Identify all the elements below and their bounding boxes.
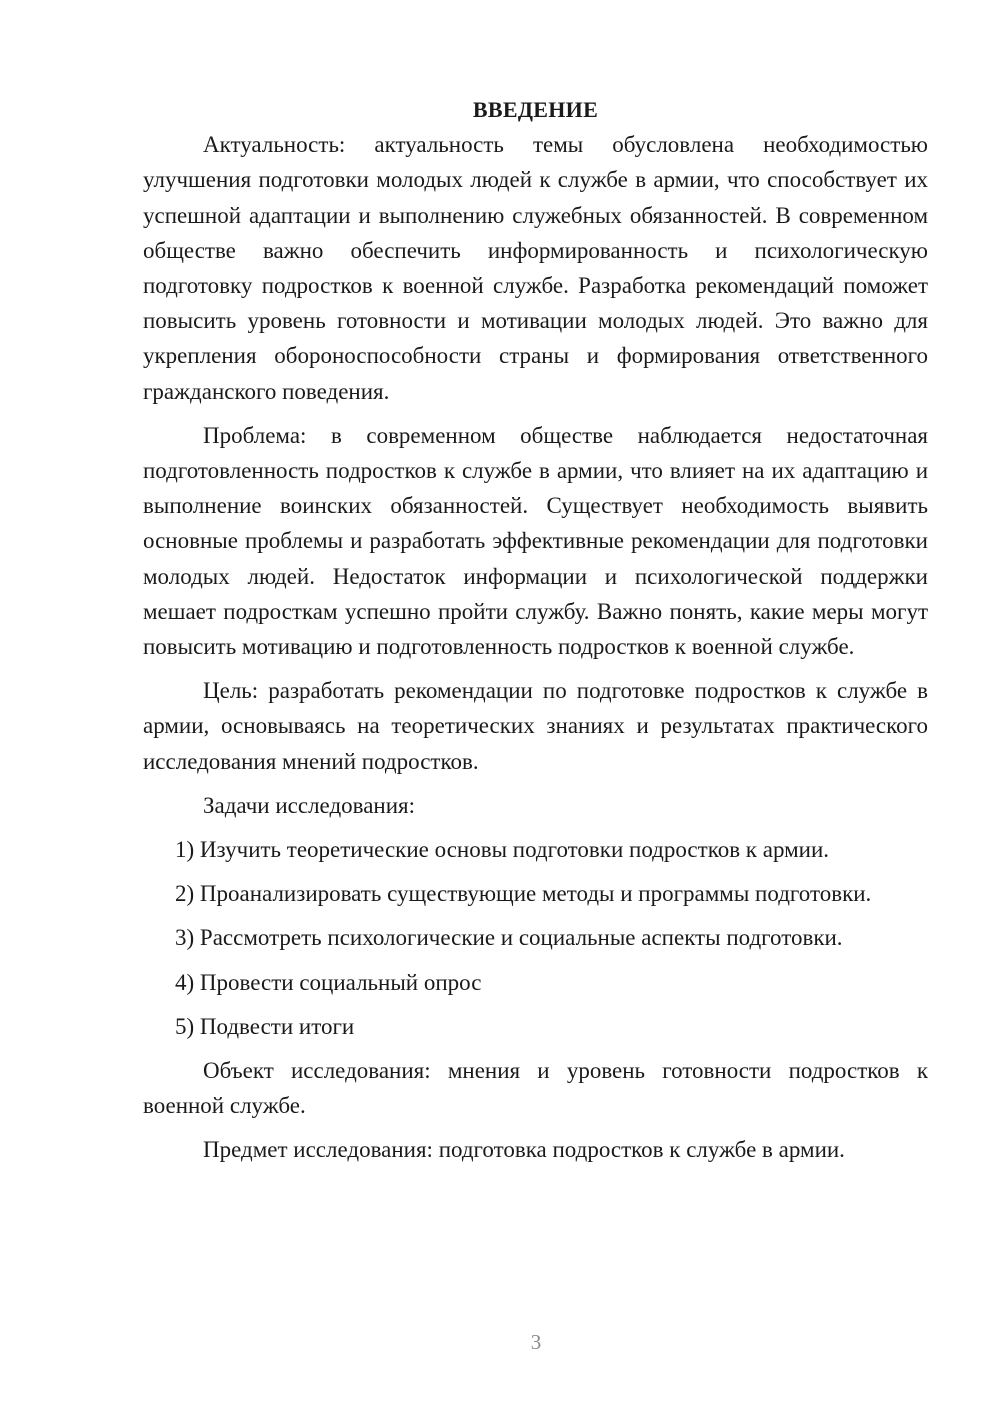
task-item-3: 3) Рассмотреть психологические и социальные аспекты подготовки.	[175, 925, 843, 951]
task-item-1: 1) Изучить теоретические основы подготовки подростков к армии.	[175, 837, 830, 863]
section-heading: ВВЕДЕНИЕ	[472, 97, 599, 122]
paragraph-subject: Предмет исследования: подготовка подростков к службе в армии.	[203, 1137, 845, 1163]
task-item-2: 2) Проанализировать существующие методы и программы подготовки.	[175, 881, 872, 907]
tasks-heading: Задачи исследования:	[203, 792, 416, 818]
paragraph-object: Объект исследования: мнения и уровень готовности подростков к военной службе.	[143, 1058, 928, 1119]
paragraph-relevance: Актуальность: актуальность темы обусловлена необходимостью улучшения подготовки молодых людей к службе в армии, что способствует их успешной адаптации и выполнению служебных обязанностей. В современном обществе важно обеспечить информированность и психологическую подготовку подростков к военной службе. Разработка рекомендаций поможет повысить уровень готовности и мотивации молодых людей. Это важно для укрепления обороноспособности страны и формирования ответственного гражданского поведения.	[143, 132, 928, 404]
task-item-5: 5) Подвести итоги	[175, 1013, 355, 1039]
page-number: 3	[530, 1330, 542, 1354]
paragraph-problem: Проблема: в современном обществе наблюдается недостаточная подготовленность подростков к службе в армии, что влияет на их адаптацию и выполнение воинских обязанностей. Существует необходимость выявить основные проблемы и разработать эффективные рекомендации для подготовки молодых людей. Недостаток информации и психологической поддержки мешает подросткам успешно пройти службу. Важно понять, какие меры могут повысить мотивацию и подготовленность подростков к военной службе.	[143, 422, 928, 660]
paragraph-goal: Цель: разработать рекомендации по подготовке подростков к службе в армии, основываясь на теоретических знаниях и результатах практического исследования мнений подростков.	[143, 678, 928, 774]
task-item-4: 4) Провести социальный опрос	[175, 969, 482, 995]
page-content	[143, 92, 928, 1177]
